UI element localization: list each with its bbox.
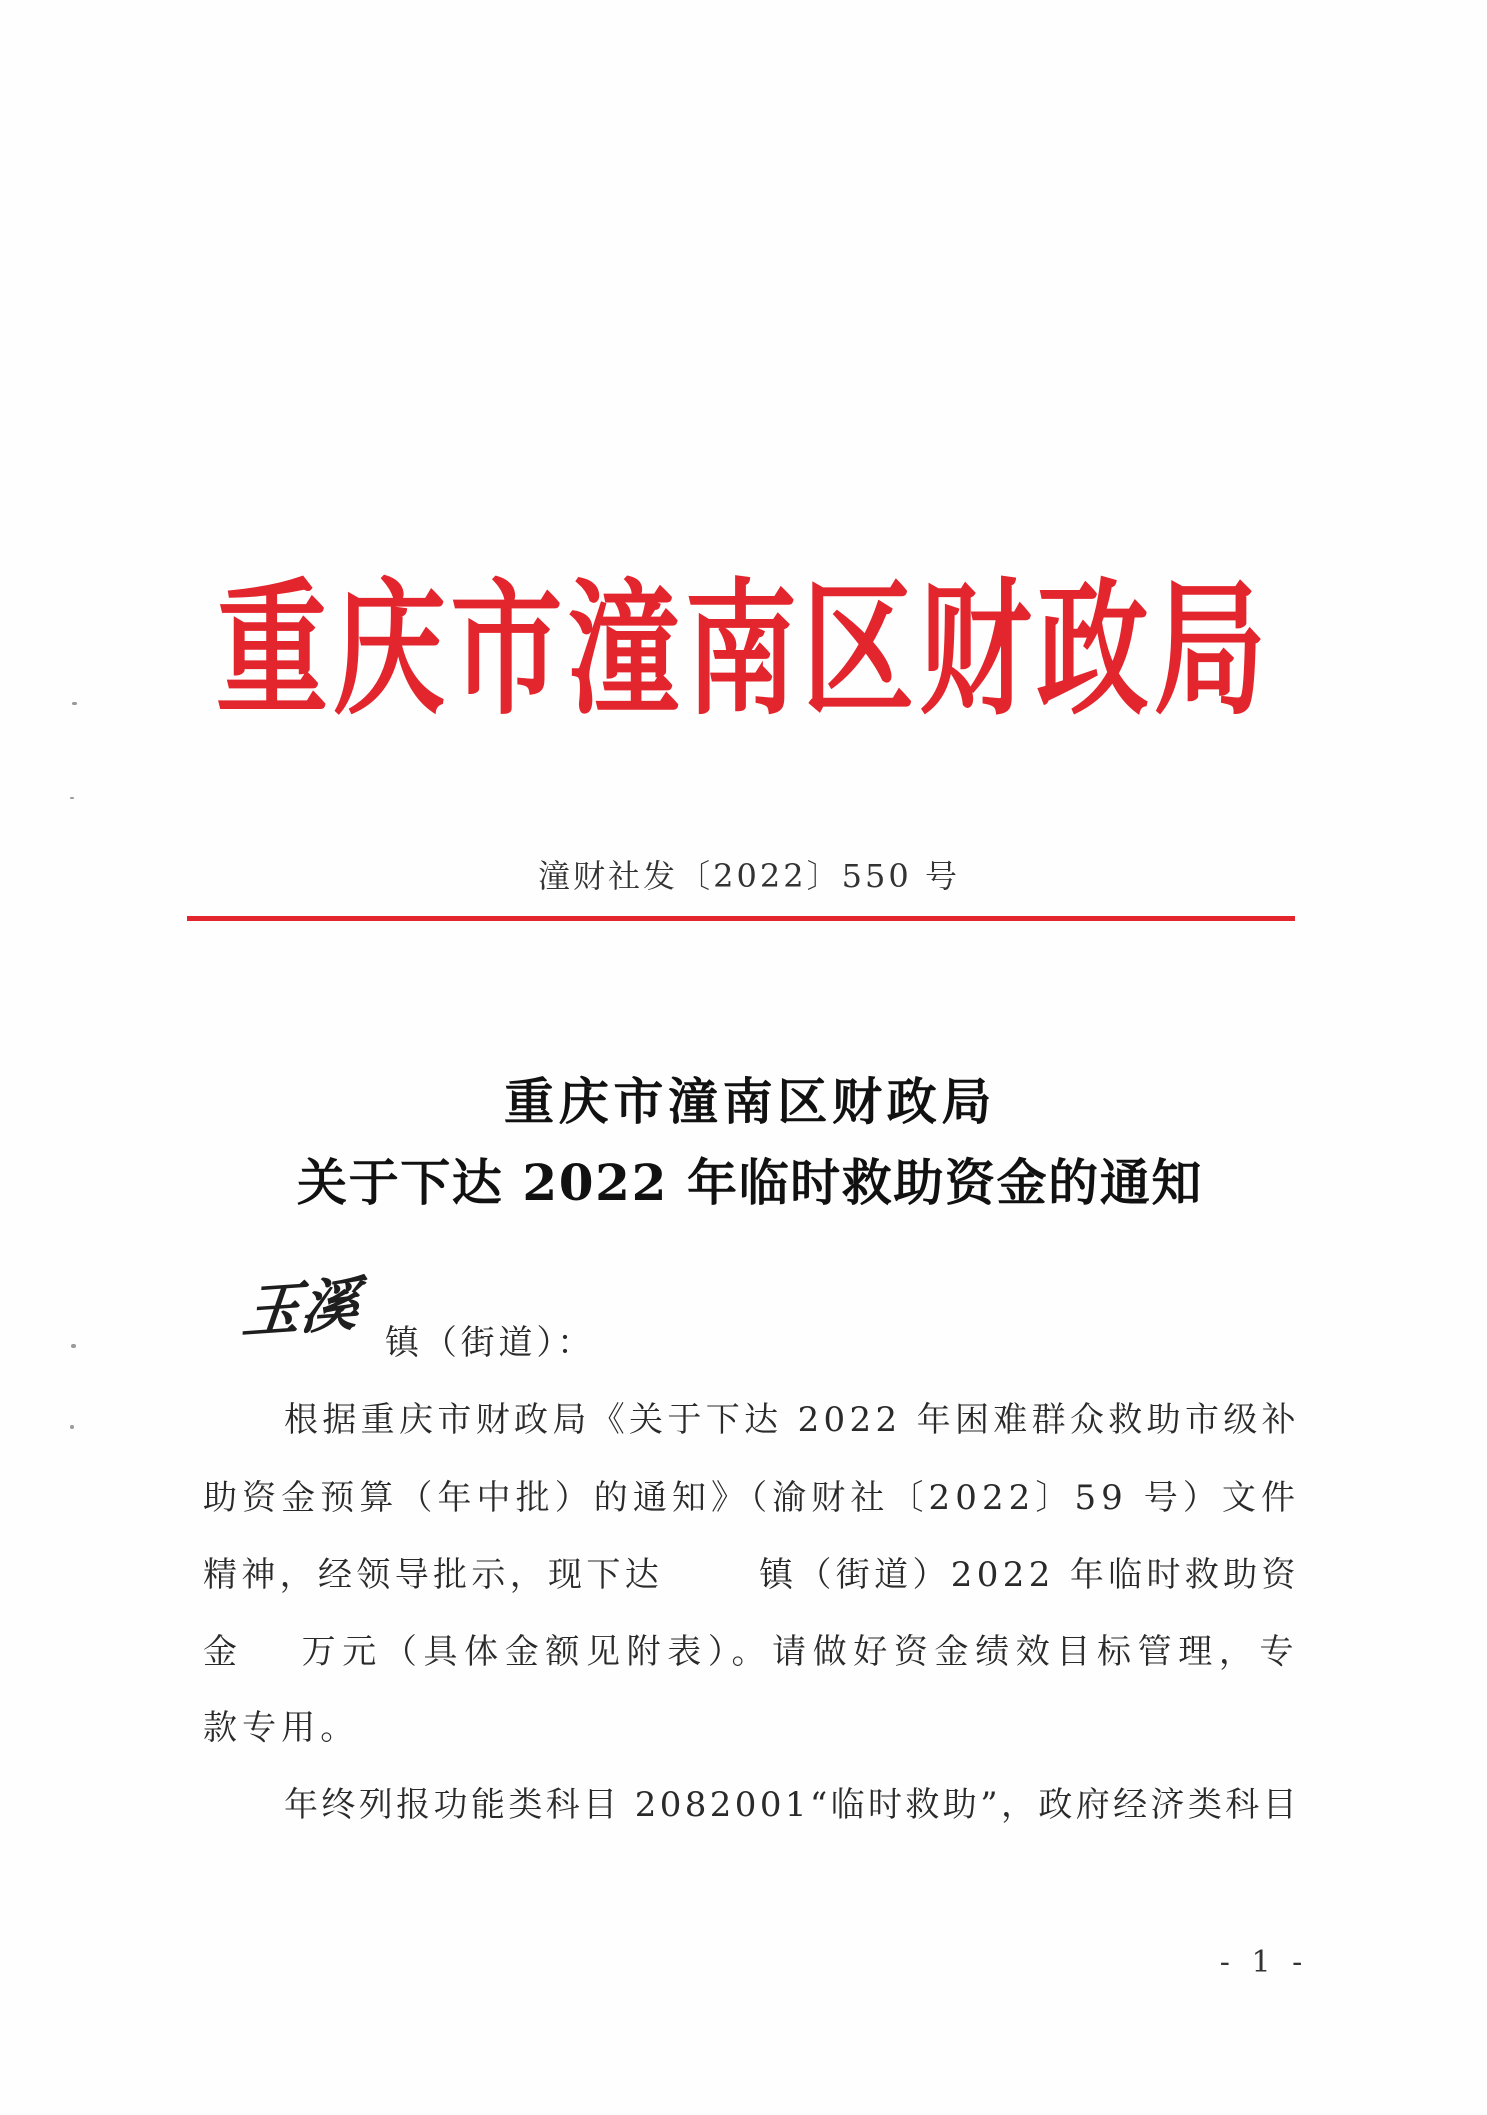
body-text: 根据重庆市财政局《关于下达 2022 年困难群众救助市级补 [284, 1400, 1301, 1440]
document-number [538, 857, 960, 895]
body-text: 助资金预算（年中批）的通知》（渝财社〔2022〕59 号）文件 [203, 1478, 1301, 1518]
notice-title-line2 [297, 1155, 1203, 1211]
recipient-suffix [385, 1323, 595, 1363]
body-paragraph1-line5: 款专用。 [203, 1708, 360, 1748]
red-divider [187, 916, 1295, 921]
recipient-suffix-text: 镇（街道）： [385, 1323, 595, 1363]
body-text: 金 [203, 1632, 244, 1672]
text-run [203, 1632, 1300, 1672]
body-text: 镇（街道）2022 年临时救助资 [759, 1555, 1300, 1595]
body-paragraph1-line1 [284, 1400, 1300, 1440]
scan-mark [70, 797, 74, 799]
scan-mark [71, 1344, 76, 1348]
notice-title-line1 [504, 1074, 996, 1130]
body-paragraph1-line3 [203, 1555, 1300, 1595]
issuer-name: 重庆市潼南区财政局 [216, 565, 1271, 736]
page-number: - 1 - [1219, 1945, 1309, 1980]
scan-mark [70, 1425, 74, 1429]
text-run [203, 1555, 1300, 1595]
body-paragraph1-line2 [203, 1478, 1300, 1518]
fill-in-blank-amount [244, 1654, 302, 1655]
notice-title-line1-text: 重庆市潼南区财政局 [504, 1072, 997, 1131]
fill-in-blank-town [663, 1577, 759, 1578]
body-text: 精神，经领导批示，现下达 [203, 1555, 664, 1595]
body-text: 年终列报功能类科目 2082001“临时救助”，政府经济类科目 [284, 1785, 1301, 1825]
body-paragraph2-line1 [284, 1785, 1300, 1825]
body-paragraph1-line4 [203, 1632, 1300, 1672]
notice-title-line2-text: 关于下达 2022 年临时救助资金的通知 [297, 1153, 1203, 1212]
issuer-letterhead [216, 565, 1271, 736]
body-text: 万元（具体金额见附表）。请做好资金绩效目标管理，专 [301, 1632, 1301, 1672]
document-number-text: 潼财社发〔2022〕550 号 [538, 857, 960, 895]
recipient-handwritten-town: 玉溪 [239, 1269, 363, 1347]
scan-mark [72, 702, 77, 705]
